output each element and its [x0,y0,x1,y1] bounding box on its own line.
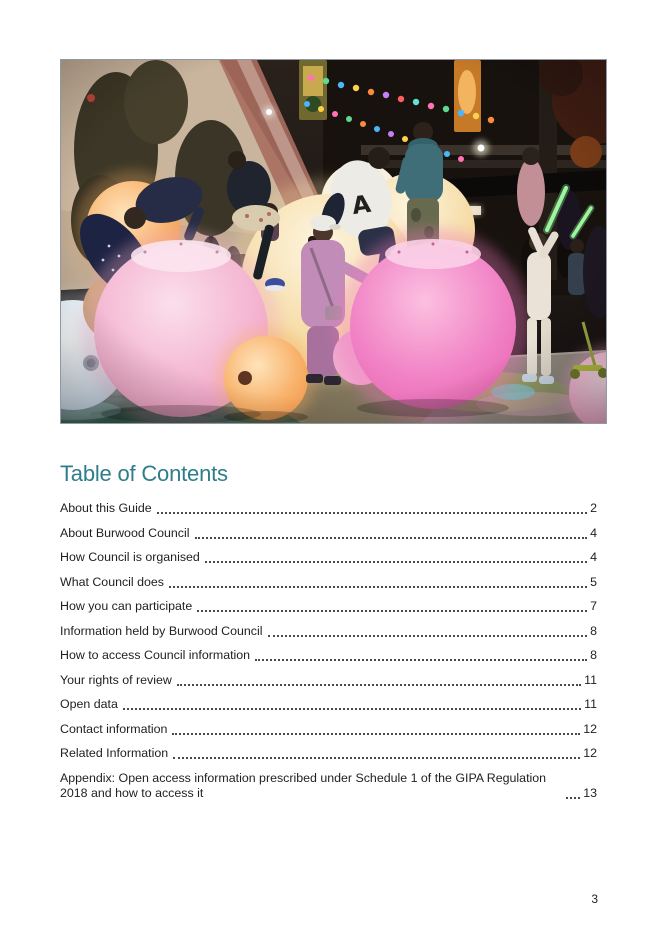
toc-entry-label: Contact information [60,721,168,736]
toc-entry-label: How to access Council information [60,648,251,662]
toc-entry-label: Appendix: Open access information prescribed under Schedule 1 of the GIPA Regulation 2018 and how to access it [60,770,547,800]
toc-title: Table of Contents [60,461,228,486]
toc-entry-page: 7 [590,599,597,613]
toc-entry[interactable] [60,673,597,688]
toc-entry-label: About this Guide [60,501,152,515]
toc-entry[interactable] [60,550,597,565]
table-of-contents-section [60,460,597,810]
toc-entry-page: 4 [590,525,597,540]
toc-entry-page: 13 [583,785,597,800]
toc-entry-page: 11 [584,697,597,711]
toc-entry-page: 2 [590,501,597,515]
toc-leader-dots [123,708,581,710]
toc-leader-dots [566,797,580,799]
page-number: 3 [591,892,598,906]
toc-entry-label: Related Information [60,746,169,760]
toc-entry[interactable] [60,722,597,737]
toc-entry[interactable] [60,599,597,614]
toc-entry-label: About Burwood Council [60,525,190,540]
toc-entry-page: 12 [583,721,597,736]
photo-illustration [61,60,606,423]
toc-entry[interactable] [60,575,597,590]
toc-entry-page: 11 [584,672,597,687]
toc-leader-dots [169,586,587,588]
toc-leader-dots [157,512,587,514]
toc-leader-dots [268,635,588,637]
photo-vignette [61,60,606,423]
toc-entry-page: 8 [590,623,597,638]
toc-list [60,501,597,801]
toc-leader-dots [197,610,587,612]
toc-entry-page: 12 [583,746,597,760]
toc-entry-page: 8 [590,648,597,662]
toc-entry-label: How you can participate [60,599,193,613]
toc-leader-dots [177,684,581,686]
toc-entry-label: How Council is organised [60,550,200,564]
toc-entry-label: Information held by Burwood Council [60,623,263,638]
toc-entry-page: 4 [590,550,597,564]
toc-entry[interactable] [60,746,597,761]
toc-entry[interactable] [60,501,597,516]
toc-entry[interactable] [60,771,597,801]
toc-entry-label: What Council does [60,574,164,589]
toc-leader-dots [205,561,587,563]
toc-entry-label: Your rights of review [60,672,172,687]
toc-leader-dots [255,659,587,661]
toc-entry-page: 5 [590,574,597,589]
toc-entry[interactable] [60,648,597,663]
toc-entry[interactable] [60,526,597,541]
toc-leader-dots [172,733,580,735]
toc-entry-label: Open data [60,697,118,711]
toc-entry[interactable] [60,624,597,639]
toc-entry[interactable] [60,697,597,712]
toc-leader-dots [195,537,588,539]
toc-leader-dots [173,757,580,759]
cover-photo [60,59,607,424]
